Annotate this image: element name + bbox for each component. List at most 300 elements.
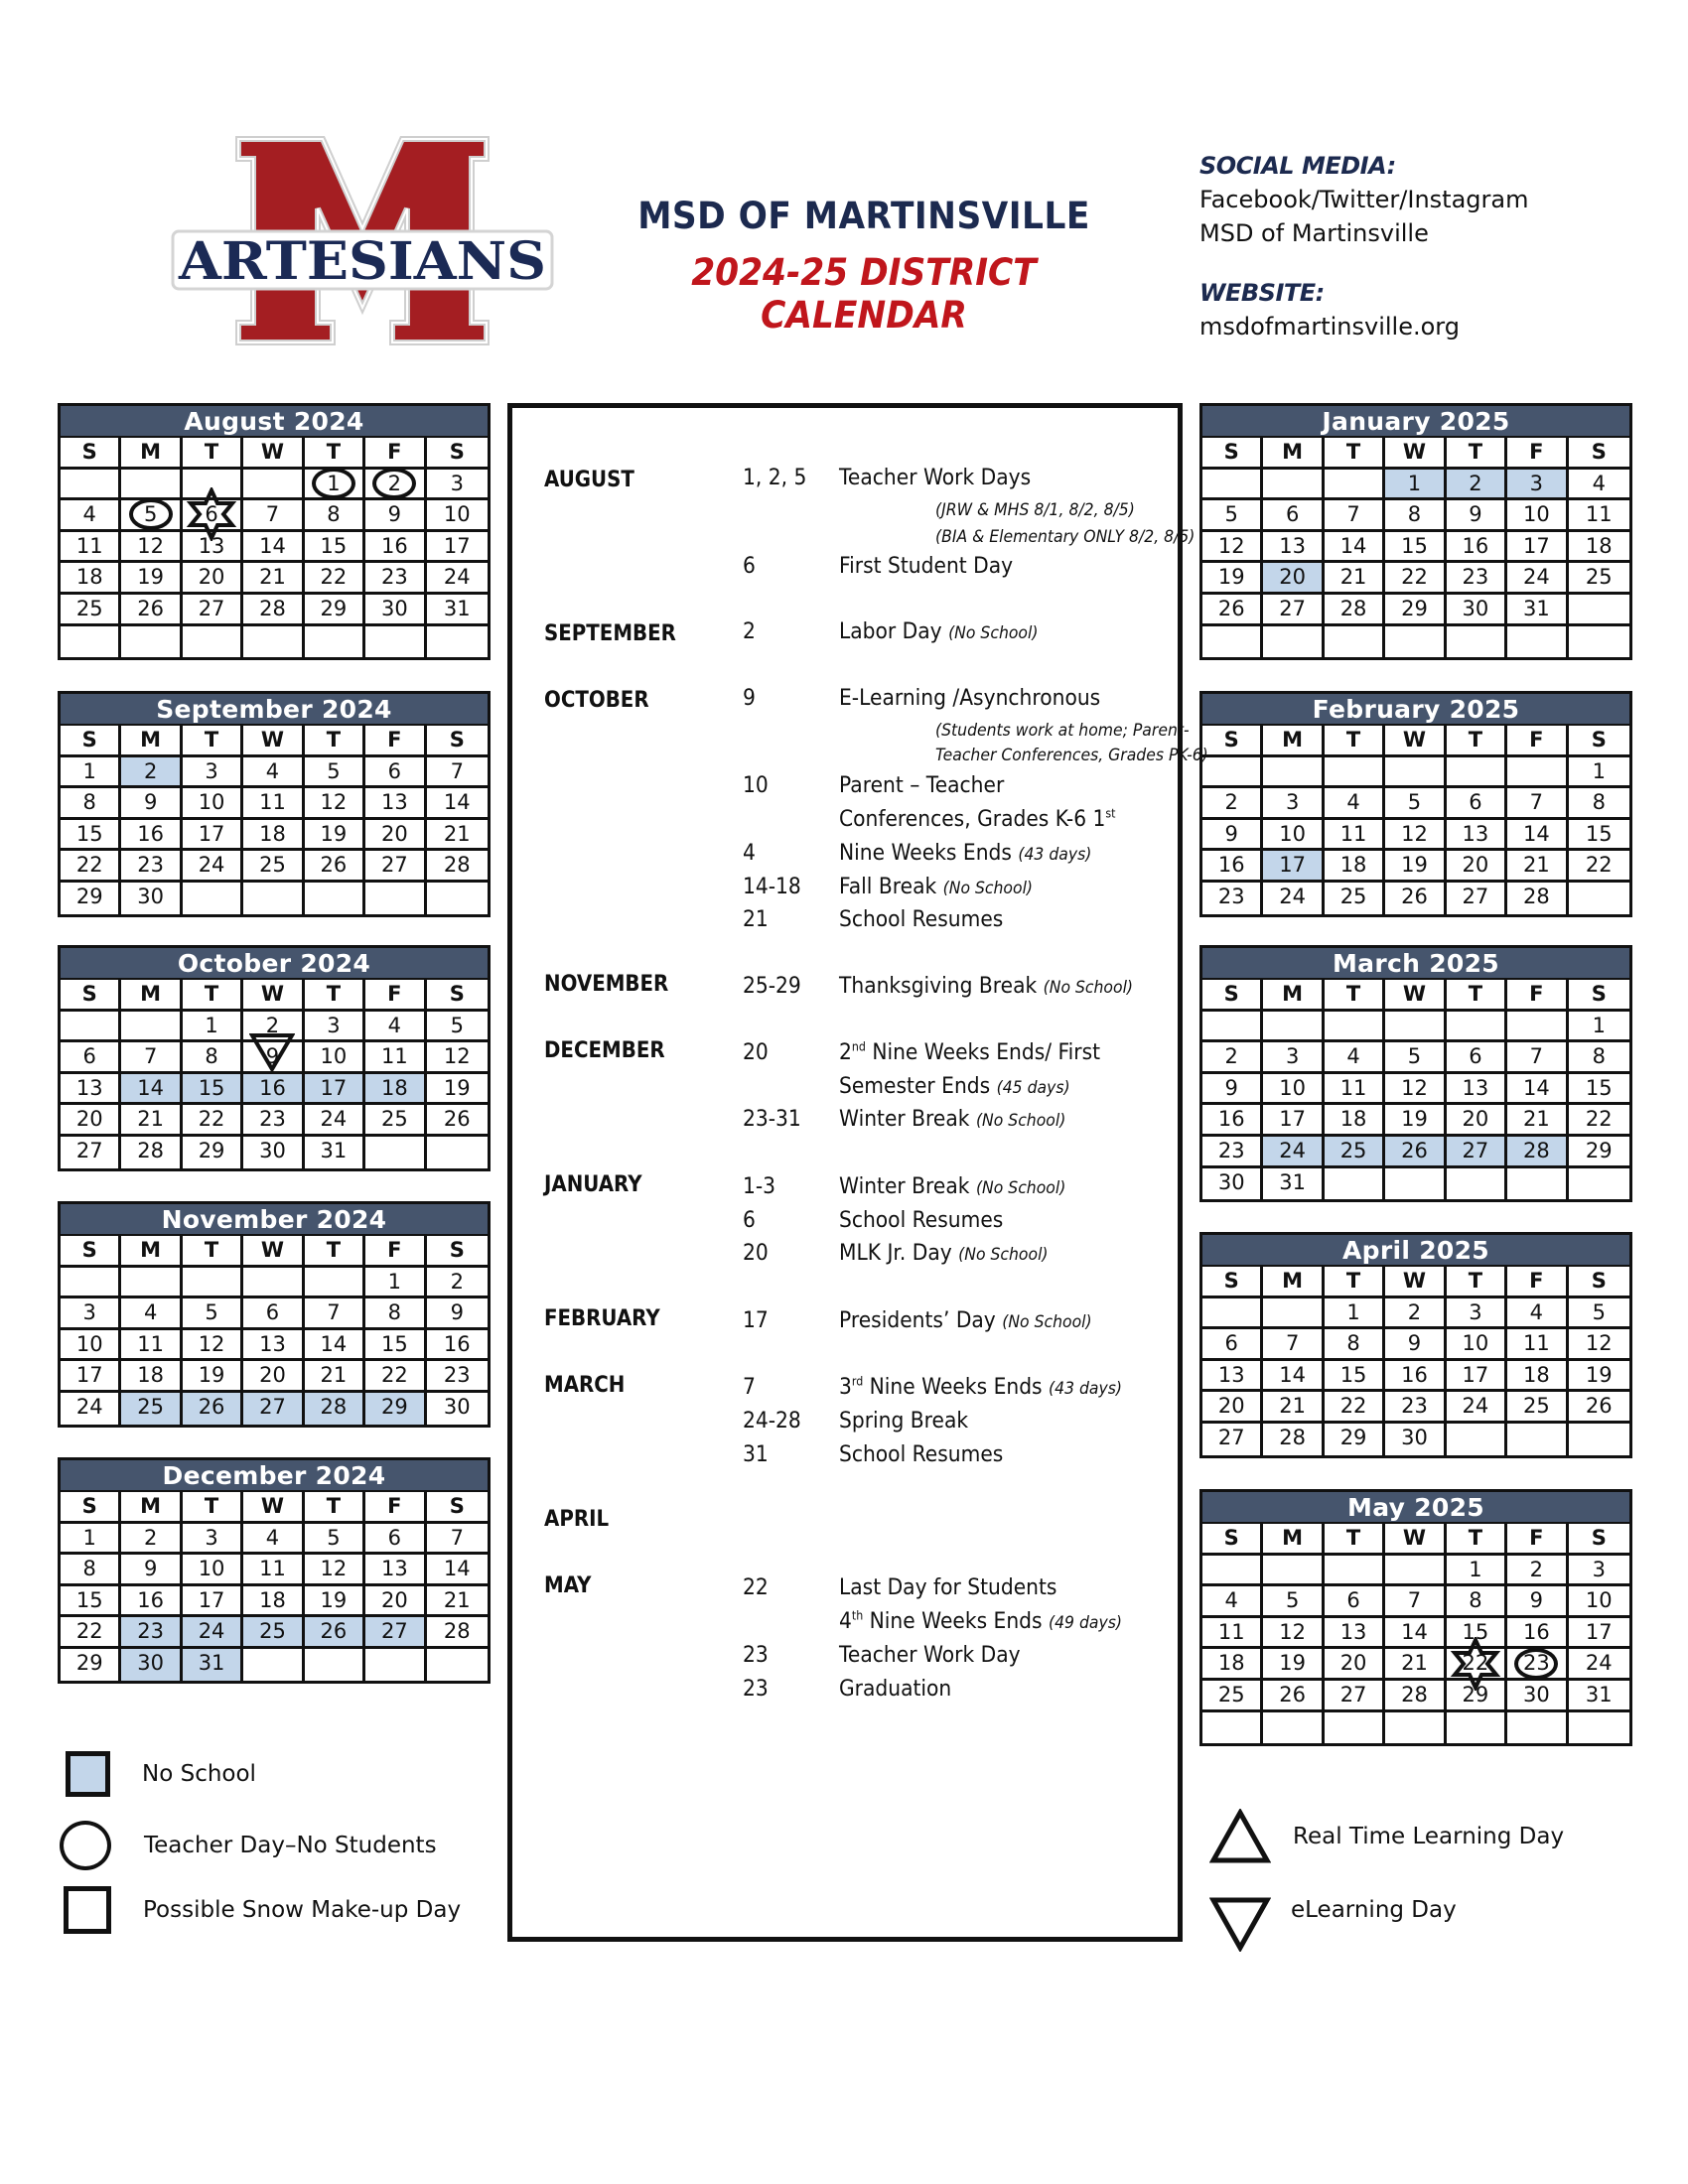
day-cell xyxy=(1507,1298,1568,1330)
day-cell xyxy=(1569,1556,1629,1587)
event-note: (BIA & Elementary ONLY 8/2, 8/5) xyxy=(935,527,1196,547)
day-number: 7 xyxy=(450,1525,464,1550)
day-number: 7 xyxy=(143,1044,158,1069)
day-number: 27 xyxy=(1339,1682,1367,1706)
day-number: 16 xyxy=(1217,1107,1245,1132)
day-number: 6 xyxy=(387,758,402,783)
legend-no-school xyxy=(66,1751,256,1797)
day-cell-no-school xyxy=(121,1617,182,1649)
event-description: Nine Weeks Ends (43 days) xyxy=(839,841,1092,866)
event-description: School Resumes xyxy=(839,1208,1004,1233)
day-number: 4 xyxy=(1529,1299,1544,1324)
day-cell-no-school xyxy=(1447,470,1507,501)
day-cell xyxy=(1447,1618,1507,1650)
day-cell xyxy=(1569,1329,1629,1361)
day-number: 12 xyxy=(137,533,164,558)
day-number: 19 xyxy=(1585,1362,1613,1387)
day-number: 6 xyxy=(1469,790,1482,815)
day-cell xyxy=(1202,500,1263,532)
day-cell-no-school xyxy=(1507,1137,1568,1168)
day-number: 25 xyxy=(137,1394,164,1419)
day-number: 12 xyxy=(320,790,348,815)
day-cell xyxy=(1202,1586,1263,1618)
day-cell xyxy=(305,563,365,595)
day-number: 17 xyxy=(443,533,471,558)
day-number: 9 xyxy=(1407,1331,1422,1356)
day-number: 22 xyxy=(198,1107,225,1132)
event-date: 1, 2, 5 xyxy=(743,466,807,490)
calendar-may-2025 xyxy=(1199,1489,1632,1746)
weekday-header: W xyxy=(243,438,304,470)
day-cell xyxy=(1385,820,1446,852)
day-number: 21 xyxy=(320,1363,348,1388)
event-date: 7 xyxy=(743,1375,756,1400)
day-number: 15 xyxy=(1585,1075,1613,1100)
empty-day-cell xyxy=(1325,626,1385,658)
day-cell xyxy=(61,1555,121,1586)
empty-day-cell xyxy=(183,1268,243,1299)
day-number: 30 xyxy=(1462,596,1489,620)
website-label: WEBSITE: xyxy=(1199,279,1325,307)
event-note: (No School) xyxy=(975,1178,1066,1198)
day-cell-no-school xyxy=(365,1617,426,1649)
day-number: 4 xyxy=(1592,471,1606,495)
day-cell-no-school xyxy=(1385,1137,1446,1168)
empty-day-cell xyxy=(1569,626,1629,658)
day-number: 13 xyxy=(380,790,408,815)
day-cell xyxy=(305,1042,365,1074)
day-number: 5 xyxy=(1407,1044,1422,1069)
calendar-sep-2024 xyxy=(58,691,491,917)
event-month-heading: AUGUST xyxy=(544,468,634,492)
day-cell-no-school xyxy=(365,1393,426,1425)
day-cell xyxy=(1385,1042,1446,1074)
day-cell-no-school xyxy=(1507,470,1568,501)
day-cell xyxy=(183,1105,243,1137)
day-cell xyxy=(305,1524,365,1556)
weekday-header: S xyxy=(427,980,488,1012)
day-number: 29 xyxy=(1339,1425,1367,1449)
empty-day-cell xyxy=(1569,883,1629,914)
day-cell xyxy=(243,1586,304,1618)
day-number: 30 xyxy=(380,596,408,620)
day-number: 17 xyxy=(1279,853,1306,878)
day-number: 30 xyxy=(1401,1425,1428,1449)
day-cell xyxy=(1447,1681,1507,1712)
event-note: Teacher Conferences, Grades PK-6) xyxy=(935,746,1208,765)
day-cell xyxy=(1263,1042,1324,1074)
event-description: Winter Break (No School) xyxy=(839,1107,1066,1132)
day-cell xyxy=(427,1105,488,1137)
day-number: 8 xyxy=(1407,502,1422,527)
day-number: 28 xyxy=(443,1619,471,1644)
day-cell xyxy=(1507,1649,1568,1681)
empty-day-cell xyxy=(1325,757,1385,789)
calendar-month-title: December 2024 xyxy=(61,1460,488,1492)
day-cell xyxy=(427,470,488,501)
day-cell xyxy=(1263,500,1324,532)
day-number: 9 xyxy=(1469,502,1482,527)
day-number: 21 xyxy=(1339,565,1367,590)
day-number: 28 xyxy=(137,1138,164,1162)
empty-day-cell xyxy=(305,1649,365,1681)
day-number: 6 xyxy=(265,1300,280,1325)
day-cell xyxy=(61,532,121,564)
day-number: 14 xyxy=(443,1557,471,1581)
day-cell xyxy=(61,1586,121,1618)
weekday-header: S xyxy=(1569,1524,1629,1556)
day-cell xyxy=(365,1330,426,1362)
day-number: 11 xyxy=(1522,1331,1550,1356)
day-number: 3 xyxy=(1592,1557,1606,1581)
day-cell xyxy=(427,1524,488,1556)
day-number: 2 xyxy=(1407,1299,1422,1324)
day-number: 30 xyxy=(1217,1169,1245,1194)
calendar-month-title: February 2025 xyxy=(1202,694,1629,726)
day-cell xyxy=(365,1012,426,1043)
circle-icon xyxy=(60,1821,111,1870)
day-number: 29 xyxy=(75,884,103,908)
day-number: 4 xyxy=(1224,1588,1238,1613)
day-cell xyxy=(121,1105,182,1137)
day-number: 13 xyxy=(1339,1619,1367,1644)
event-month-heading: NOVEMBER xyxy=(544,972,669,997)
day-cell xyxy=(121,563,182,595)
day-number: 16 xyxy=(380,533,408,558)
calendar-month-title: April 2025 xyxy=(1202,1235,1629,1267)
day-number: 18 xyxy=(1339,853,1367,878)
day-number: 20 xyxy=(1279,565,1306,590)
weekday-header: M xyxy=(1263,438,1324,470)
day-number: 15 xyxy=(320,533,348,558)
day-number: 13 xyxy=(198,533,225,558)
square-outline-icon xyxy=(64,1886,111,1934)
day-cell xyxy=(183,757,243,789)
day-number: 27 xyxy=(380,1619,408,1644)
day-cell xyxy=(61,1074,121,1106)
empty-day-cell xyxy=(1263,1712,1324,1744)
day-number: 7 xyxy=(1285,1331,1300,1356)
day-number: 7 xyxy=(1529,790,1544,815)
empty-day-cell xyxy=(305,883,365,914)
empty-day-cell xyxy=(1202,757,1263,789)
day-cell xyxy=(243,851,304,883)
empty-day-cell xyxy=(1447,1012,1507,1043)
day-number: 6 xyxy=(205,502,218,527)
day-cell xyxy=(427,1393,488,1425)
day-cell xyxy=(427,1268,488,1299)
day-number: 1 xyxy=(1592,1013,1606,1037)
day-cell xyxy=(427,563,488,595)
day-cell xyxy=(183,788,243,820)
weekday-header: T xyxy=(183,1492,243,1524)
day-number: 23 xyxy=(137,1619,164,1644)
day-cell xyxy=(243,1330,304,1362)
day-number: 23 xyxy=(1522,1651,1550,1676)
empty-day-cell xyxy=(1385,1168,1446,1200)
legend-label: Teacher Day–No Students xyxy=(144,1833,437,1858)
day-cell xyxy=(1569,1074,1629,1106)
day-cell xyxy=(1202,1329,1263,1361)
day-cell xyxy=(1325,500,1385,532)
day-cell xyxy=(1325,1298,1385,1330)
day-number: 21 xyxy=(1522,853,1550,878)
day-cell xyxy=(183,1524,243,1556)
day-number: 12 xyxy=(320,1557,348,1581)
day-number: 15 xyxy=(1462,1619,1489,1644)
day-number: 22 xyxy=(1585,853,1613,878)
empty-day-cell xyxy=(1263,626,1324,658)
day-cell xyxy=(1325,1361,1385,1393)
day-cell xyxy=(1507,1681,1568,1712)
day-number: 17 xyxy=(198,821,225,846)
day-cell xyxy=(365,1524,426,1556)
day-cell xyxy=(121,820,182,852)
no-school-square-icon xyxy=(66,1751,110,1797)
day-number: 22 xyxy=(320,565,348,590)
day-number: 24 xyxy=(1279,884,1306,908)
day-number: 20 xyxy=(380,1587,408,1612)
day-cell xyxy=(183,1361,243,1393)
day-number: 19 xyxy=(1279,1651,1306,1676)
day-cell xyxy=(183,851,243,883)
day-number: 3 xyxy=(205,758,218,783)
empty-day-cell xyxy=(1263,470,1324,501)
day-cell xyxy=(1507,851,1568,883)
day-number: 30 xyxy=(1522,1682,1550,1706)
day-cell xyxy=(1385,1392,1446,1424)
weekday-header: S xyxy=(1569,1267,1629,1298)
district-name: MSD OF MARTINSVILLE xyxy=(637,195,1090,237)
day-cell xyxy=(1569,1361,1629,1393)
day-cell xyxy=(305,1555,365,1586)
event-description: 2nd Nine Weeks Ends/ First xyxy=(839,1039,1101,1065)
weekday-header: T xyxy=(1325,726,1385,757)
day-cell xyxy=(305,595,365,626)
day-number: 6 xyxy=(1346,1588,1360,1613)
day-cell xyxy=(1447,788,1507,820)
day-cell xyxy=(1202,820,1263,852)
day-cell xyxy=(243,1298,304,1330)
day-number: 23 xyxy=(1217,1138,1245,1162)
day-number: 11 xyxy=(259,1557,286,1581)
day-number: 9 xyxy=(1224,1075,1238,1100)
day-cell xyxy=(243,500,304,532)
event-description: School Resumes xyxy=(839,907,1004,932)
day-cell xyxy=(1447,851,1507,883)
weekday-header: S xyxy=(1569,726,1629,757)
day-cell-no-school xyxy=(183,1393,243,1425)
day-cell xyxy=(1385,1618,1446,1650)
day-cell xyxy=(365,1105,426,1137)
day-number: 14 xyxy=(259,533,286,558)
legend-snow-makeup xyxy=(64,1886,461,1934)
day-number: 22 xyxy=(1462,1651,1489,1676)
day-cell xyxy=(121,595,182,626)
day-cell xyxy=(305,470,365,501)
day-number: 27 xyxy=(1217,1425,1245,1449)
day-number: 3 xyxy=(1285,790,1300,815)
event-date: 31 xyxy=(743,1442,769,1467)
day-number: 10 xyxy=(1279,1075,1306,1100)
day-number: 14 xyxy=(443,790,471,815)
empty-day-cell xyxy=(243,883,304,914)
weekday-header: W xyxy=(243,980,304,1012)
calendar-apr-2025 xyxy=(1199,1232,1632,1458)
day-cell xyxy=(61,595,121,626)
weekday-header: S xyxy=(1569,438,1629,470)
day-cell xyxy=(1263,788,1324,820)
weekday-header: W xyxy=(243,726,304,757)
day-cell xyxy=(1263,1618,1324,1650)
day-number: 18 xyxy=(1522,1362,1550,1387)
event-note: (Students work at home; Parent- xyxy=(935,721,1190,741)
day-number: 15 xyxy=(1585,821,1613,846)
day-cell xyxy=(1385,595,1446,626)
day-cell xyxy=(1569,851,1629,883)
event-date: 17 xyxy=(743,1308,769,1333)
day-cell xyxy=(1507,563,1568,595)
weekday-header: M xyxy=(1263,980,1324,1012)
event-description: Conferences, Grades K-6 1st xyxy=(839,806,1116,832)
day-number: 10 xyxy=(198,790,225,815)
day-number: 19 xyxy=(198,1363,225,1388)
weekday-header: S xyxy=(61,980,121,1012)
day-number: 25 xyxy=(380,1107,408,1132)
day-cell xyxy=(183,563,243,595)
social-handle: MSD of Martinsville xyxy=(1199,219,1429,247)
day-number: 2 xyxy=(1224,790,1238,815)
day-cell xyxy=(305,1361,365,1393)
weekday-header: S xyxy=(61,726,121,757)
day-cell xyxy=(1202,1649,1263,1681)
day-number: 23 xyxy=(380,565,408,590)
day-number: 3 xyxy=(450,471,464,495)
day-cell xyxy=(1263,820,1324,852)
event-date: 4 xyxy=(743,841,756,866)
empty-day-cell xyxy=(243,1649,304,1681)
day-cell xyxy=(1202,563,1263,595)
day-cell xyxy=(183,1042,243,1074)
calendar-month-title: May 2025 xyxy=(1202,1492,1629,1524)
day-cell xyxy=(1447,1329,1507,1361)
day-number: 2 xyxy=(450,1269,464,1294)
day-number: 13 xyxy=(1462,821,1489,846)
weekday-header: T xyxy=(1325,980,1385,1012)
day-number: 8 xyxy=(1592,1044,1606,1069)
weekday-header: T xyxy=(1447,980,1507,1012)
event-note: (No School) xyxy=(948,623,1039,643)
calendar-jan-2025 xyxy=(1199,403,1632,660)
day-number: 29 xyxy=(320,596,348,620)
weekday-header: S xyxy=(427,726,488,757)
calendar-month-title: October 2024 xyxy=(61,948,488,980)
day-cell xyxy=(1569,757,1629,789)
event-description: Spring Break xyxy=(839,1409,969,1433)
day-number: 14 xyxy=(137,1075,164,1100)
day-number: 2 xyxy=(1469,471,1482,495)
day-number: 22 xyxy=(1585,1107,1613,1132)
event-description: Teacher Work Day xyxy=(839,1643,1021,1668)
day-cell xyxy=(427,500,488,532)
day-number: 15 xyxy=(75,1587,103,1612)
day-number: 25 xyxy=(75,596,103,620)
weekday-header: F xyxy=(365,1236,426,1268)
event-description: Last Day for Students xyxy=(839,1575,1057,1600)
weekday-header: S xyxy=(1202,726,1263,757)
day-cell xyxy=(305,1330,365,1362)
day-number: 28 xyxy=(1522,1138,1550,1162)
day-number: 27 xyxy=(198,596,225,620)
day-number: 11 xyxy=(1585,502,1613,527)
day-number: 19 xyxy=(137,565,164,590)
day-number: 19 xyxy=(1401,1107,1428,1132)
day-number: 2 xyxy=(143,1525,158,1550)
day-number: 15 xyxy=(75,821,103,846)
day-cell xyxy=(305,1137,365,1168)
day-cell xyxy=(427,1330,488,1362)
empty-day-cell xyxy=(1263,1298,1324,1330)
event-date: 1-3 xyxy=(743,1174,776,1199)
empty-day-cell xyxy=(305,626,365,658)
day-cell xyxy=(1385,851,1446,883)
day-number: 4 xyxy=(1346,1044,1360,1069)
event-description: Graduation xyxy=(839,1677,952,1702)
day-number: 2 xyxy=(143,758,158,783)
day-number: 5 xyxy=(327,1525,341,1550)
day-number: 26 xyxy=(1401,1138,1428,1162)
day-number: 28 xyxy=(1339,596,1367,620)
day-cell xyxy=(1385,788,1446,820)
day-number: 13 xyxy=(380,1557,408,1581)
website-link[interactable]: msdofmartinsville.org xyxy=(1199,313,1460,341)
weekday-header: T xyxy=(305,438,365,470)
empty-day-cell xyxy=(1385,1712,1446,1744)
event-date: 25-29 xyxy=(743,974,801,999)
day-number: 25 xyxy=(1339,884,1367,908)
day-number: 14 xyxy=(1401,1619,1428,1644)
day-number: 19 xyxy=(1217,565,1245,590)
day-cell xyxy=(365,595,426,626)
day-number: 8 xyxy=(387,1300,402,1325)
empty-day-cell xyxy=(1385,757,1446,789)
day-number: 16 xyxy=(1462,533,1489,558)
day-number: 16 xyxy=(137,1587,164,1612)
empty-day-cell xyxy=(1507,757,1568,789)
day-cell xyxy=(61,788,121,820)
calendar-feb-2025 xyxy=(1199,691,1632,917)
event-note: (No School) xyxy=(958,1245,1049,1265)
empty-day-cell xyxy=(1385,1556,1446,1587)
day-cell xyxy=(1507,788,1568,820)
day-cell xyxy=(1325,851,1385,883)
day-number: 23 xyxy=(1217,884,1245,908)
day-cell xyxy=(1507,532,1568,564)
day-cell xyxy=(61,1393,121,1425)
day-number: 7 xyxy=(265,502,280,527)
day-cell xyxy=(243,1042,304,1074)
weekday-header: F xyxy=(365,726,426,757)
day-number: 30 xyxy=(259,1138,286,1162)
day-cell xyxy=(1385,1329,1446,1361)
day-cell xyxy=(1325,1074,1385,1106)
empty-day-cell xyxy=(183,883,243,914)
day-cell xyxy=(305,820,365,852)
empty-day-cell xyxy=(121,626,182,658)
weekday-header: T xyxy=(1325,1524,1385,1556)
day-number: 29 xyxy=(1401,596,1428,620)
day-cell xyxy=(305,851,365,883)
